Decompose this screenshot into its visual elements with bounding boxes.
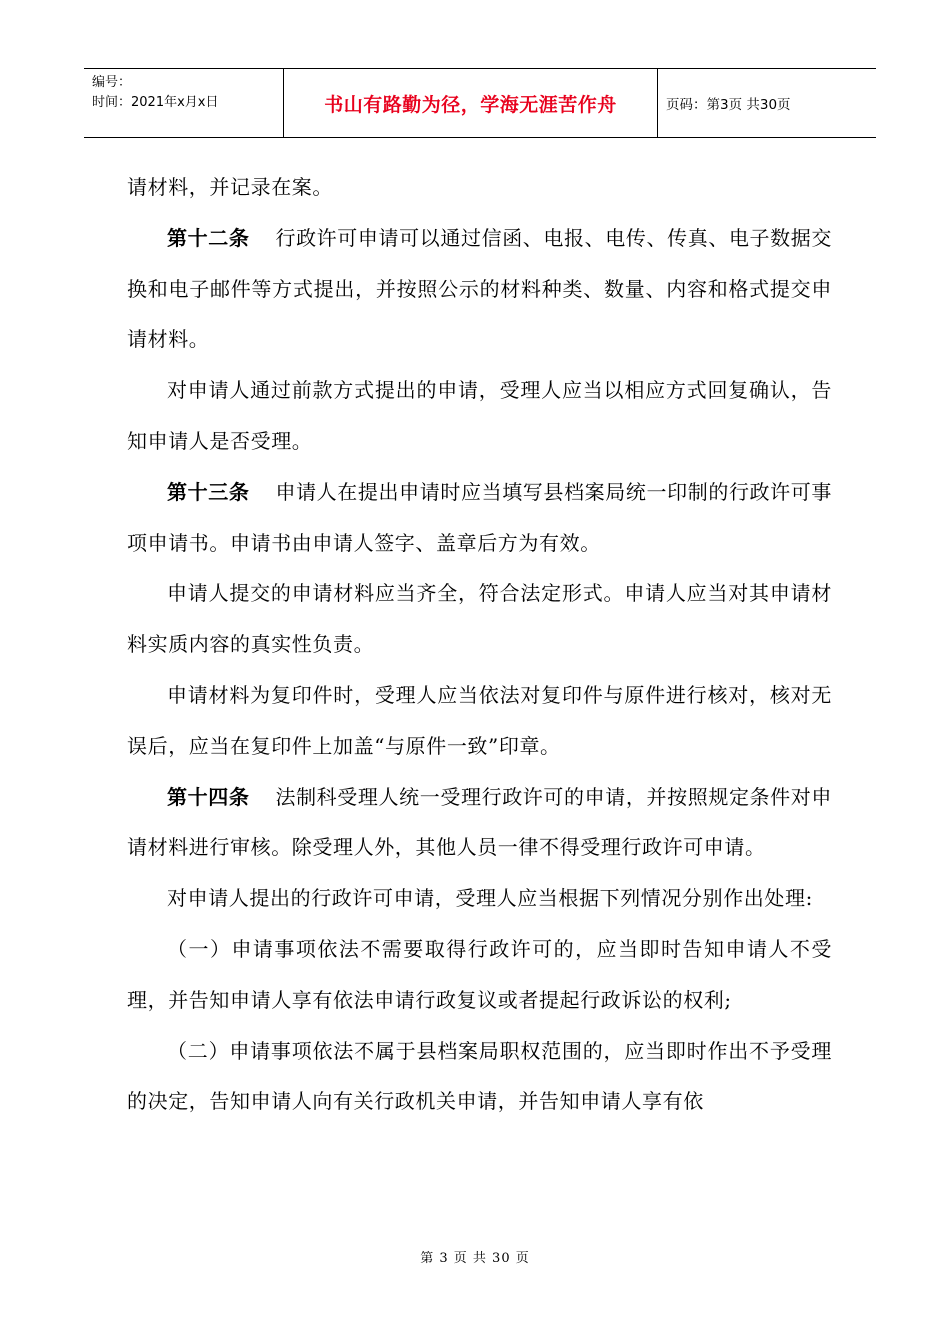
- paragraph: 申请人提交的申请材料应当齐全，符合法定形式。申请人应当对其申请材料实质内容的真实性负责。: [127, 581, 832, 657]
- page-header: [84, 68, 876, 138]
- paragraph: 第十二条 行政许可申请可以通过信函、电报、电传、传真、电子数据交换和电子邮件等方式提出，并按照公示的材料种类、数量、内容和格式提交申请材料。: [127, 225, 832, 352]
- paragraph: （二）申请事项依法不属于县档案局职权范围的，应当即时作出不予受理的决定，告知申请人向有关行政机关申请，并告知申请人享有依: [127, 1038, 832, 1114]
- header-motto: 书山有路勤为径，学海无涯苦作舟: [324, 93, 617, 116]
- paragraph: 第十三条 申请人在提出申请时应当填写县档案局统一印制的行政许可事项申请书。申请书由申请人签字、盖章后方为有效。: [127, 479, 832, 555]
- paragraph: 对申请人通过前款方式提出的申请，受理人应当以相应方式回复确认，告知申请人是否受理。: [127, 378, 832, 453]
- article-number: 第十三条: [167, 479, 250, 504]
- paragraph: （一）申请事项依法不需要取得行政许可的，应当即时告知申请人不受理，并告知申请人享有依法申请行政复议或者提起行政诉讼的权利;: [127, 936, 832, 1012]
- document-time-label: 时间：2021年x月x日: [92, 95, 219, 110]
- document-body: [127, 162, 832, 1127]
- header-page-label: 页码：第3页 共30页: [666, 97, 791, 113]
- paragraph: 申请材料为复印件时，受理人应当依法对复印件与原件进行核对，核对无误后，应当在复印件上加盖“与原件一致”印章。: [127, 682, 832, 758]
- header-motto-cell: [284, 69, 658, 137]
- article-number: 第十二条: [167, 225, 250, 250]
- header-meta-cell: [84, 69, 284, 137]
- paragraph: 请材料，并记录在案。: [127, 175, 333, 199]
- document-number-label: 编号：: [92, 75, 132, 90]
- header-page-cell: [658, 69, 876, 137]
- page-footer: 第 3 页 共 30 页: [420, 1251, 530, 1266]
- article-number: 第十四条: [167, 784, 250, 809]
- paragraph: 第十四条 法制科受理人统一受理行政许可的申请，并按照规定条件对申请材料进行审核。除受理人外，其他人员一律不得受理行政许可申请。: [127, 784, 832, 860]
- paragraph: 对申请人提出的行政许可申请，受理人应当根据下列情况分别作出处理:: [167, 886, 813, 911]
